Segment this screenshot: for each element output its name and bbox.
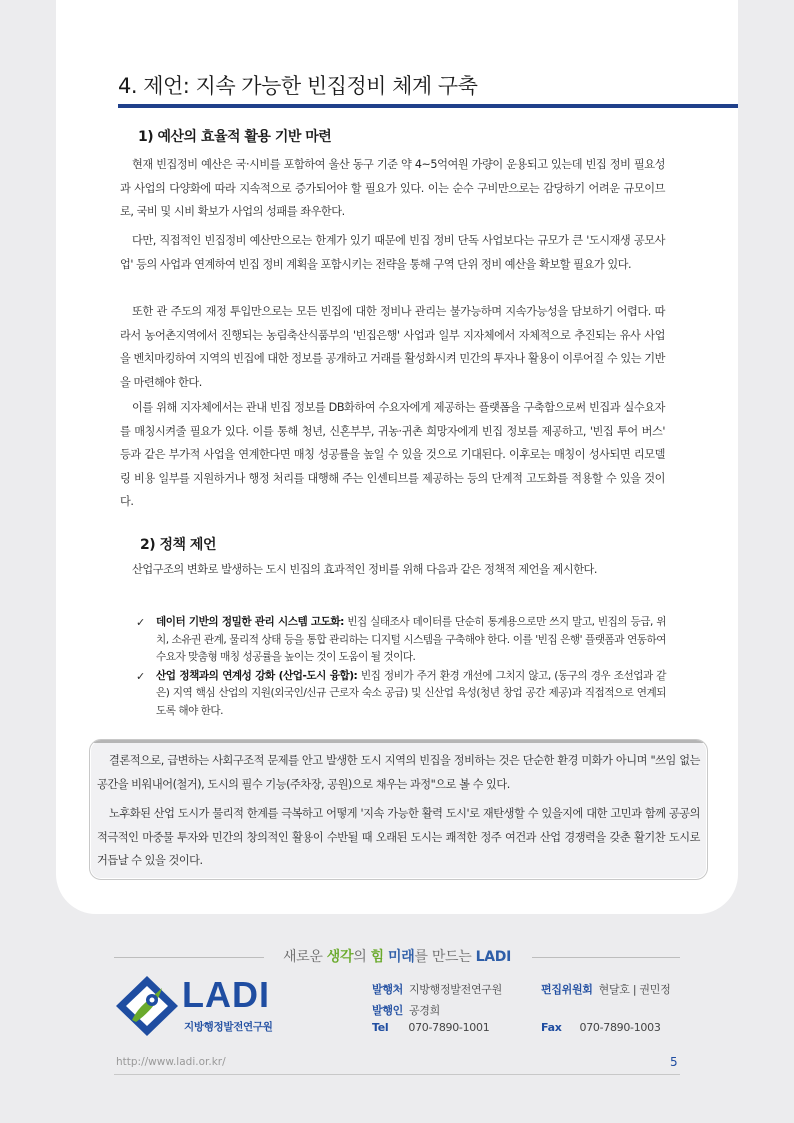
footer-slogan [0, 946, 794, 966]
conclusion-paragraph: 노후화된 산업 도시가 물리적 한계를 극복하고 어떻게 '지속 가능한 활력 도시'로 재탄생할 수 있을지에 대한 고민과 함께 공공의 적극적인 마중물 투자와 민간의 창의적인 활용이 수반될 때 오래된 도시는 쾌적한 정주 여건과 산업 경쟁력을 갖춘 활기찬 도시로 거듭날 수 있을 것이다. [97, 807, 700, 867]
policy-bullet-list [136, 614, 666, 721]
logo-wordmark: LADI [182, 974, 270, 1015]
paragraph: 산업구조의 변화로 발생하는 도시 빈집의 효과적인 정비를 위해 다음과 같은 정책적 제언을 제시한다. [132, 563, 598, 576]
website-link[interactable]: http://www.ladi.or.kr/ [116, 1056, 226, 1068]
paragraph: 다만, 직접적인 빈집정비 예산만으로는 한계가 있기 때문에 빈집 정비 단독 사업보다는 규모가 큰 '도시재생 공모사업' 등의 사업과 연계하여 빈집 정비 계획을 포함시키는 전략을 통해 구역 단위 정비 예산을 확보할 필요가 있다. [120, 234, 665, 271]
slogan-text: 를 만드는 [414, 949, 476, 965]
fax-info [541, 1021, 661, 1034]
paragraph: 이를 위해 지자체에서는 관내 빈집 정보를 DB화하여 수요자에게 제공하는 플랫폼을 구축함으로써 빈집과 실수요자를 매칭시켜줄 필요가 있다. 이를 통해 청년, 신혼부부, 귀농·귀촌 희망자에게 빈집 정보를 제공하고, '빈집 투어 버스' 등과 같은 부가적 사업을 연계한다면 매칭 성공률을 높일 수 있을 것으로 기대된다. 이후로는 매칭이 성사되면 리모델링 비용 일부를 지원하거나 행정 처리를 대행해 주는 인센티브를 제공하는 등의 단계적 고도화를 적용할 수 있을 것이다. [120, 401, 665, 508]
bullet-text: 빈집 실태조사 데이터를 단순히 통계용으로만 쓰지 말고, 빈집의 등급, 위치, 소유권 관계, 물리적 상태 등을 통합 관리하는 디지털 시스템을 구축해야 한다. 이를 '빈집 은행' 플랫폼과 연동하여 수요자 맞춤형 매칭 성공률을 높이는 것이 도움이 될 것이다. [156, 616, 666, 663]
info-value: 현달호 | 권민정 [598, 983, 671, 996]
info-value: 070-7890-1003 [579, 1021, 661, 1034]
slogan-text: 의 [353, 949, 371, 965]
slogan-highlight: 생각 [326, 949, 354, 965]
logo-subtitle: 지방행정발전연구원 [184, 1021, 273, 1033]
info-label: 발행처 [372, 983, 403, 996]
subsection-heading-budget: 1) 예산의 효율적 활용 기반 마련 [138, 129, 332, 145]
list-item [136, 668, 666, 721]
checkmark-icon: ✓ [136, 616, 145, 629]
checkmark-icon: ✓ [136, 669, 145, 683]
bullet-heading: 산업 정책과의 연계성 강화 (산업-도시 융합): [156, 669, 358, 682]
info-value: 공경희 [408, 1004, 440, 1017]
info-label: 편집위원회 [541, 983, 593, 996]
footer-divider [114, 1074, 680, 1075]
list-item [136, 614, 666, 667]
info-value: 지방행정발전연구원 [408, 983, 502, 996]
bullet-text: 빈집 정비가 주거 환경 개선에 그치지 않고, (동구의 경우 조선업과 같은) 지역 핵심 산업의 지원(외국인/신규 근로자 숙소 공급) 및 신산업 육성(청년 창업 공간 제공)과 직접적으로 연계되도록 해야 한다. [156, 669, 666, 717]
publisher-info [372, 981, 502, 997]
slogan-text: 새로운 [282, 949, 327, 965]
bullet-heading: 데이터 기반의 정밀한 관리 시스템 고도화: [156, 616, 344, 628]
conclusion-box [89, 739, 708, 880]
title-underline [118, 104, 738, 108]
editors-info [541, 981, 670, 997]
issuer-info [372, 1002, 440, 1018]
subsection-heading-policy: 2) 정책 제언 [140, 537, 216, 553]
tel-info [372, 1021, 489, 1034]
conclusion-paragraph: 결론적으로, 급변하는 사회구조적 문제를 안고 발생한 도시 지역의 빈집을 정비하는 것은 단순한 환경 미화가 아니며 "쓰임 없는 공간을 비워내어(철거), 도시의 필수 기능(주차장, 공원)으로 채우는 과정"으로 볼 수 있다. [97, 754, 700, 791]
paragraph: 현재 빈집정비 예산은 국·시비를 포함하여 울산 동구 기준 약 4~5억여원 가량이 운용되고 있는데 빈집 정비 필요성과 사업의 다양화에 따라 지속적으로 증가되어야 할 필요가 있다. 이는 순수 구비만으로는 감당하기 어려운 규모이므로, 국비 및 시비 확보가 사업의 성패를 좌우한다. [120, 158, 665, 218]
ladi-logo-icon [114, 974, 180, 1038]
slogan-brand: LADI [475, 949, 512, 965]
info-value: 070-7890-1001 [408, 1021, 490, 1034]
info-label: Fax [541, 1021, 562, 1034]
info-label: 발행인 [372, 1004, 403, 1017]
page-number: 5 [670, 1055, 678, 1069]
slogan-highlight: 미래 [388, 949, 415, 965]
box-top-border [90, 740, 707, 743]
info-label: Tel [372, 1021, 389, 1034]
paragraph: 또한 관 주도의 재정 투입만으로는 모든 빈집에 대한 정비나 관리는 불가능하며 지속가능성을 담보하기 어렵다. 따라서 농어촌지역에서 진행되는 농림축산식품부의 '빈집은행' 사업과 일부 지자체에서 자체적으로 추진되는 유사 사업을 벤치마킹하여 지역의 빈집에 대한 정보를 공개하고 거래를 활성화시켜 민간의 투자나 활용이 이루어질 수 있는 기반을 마련해야 한다. [120, 305, 665, 389]
section-title: 4. 제언: 지속 가능한 빈집정비 체계 구축 [118, 74, 478, 98]
slogan-highlight: 힘 [370, 949, 384, 965]
